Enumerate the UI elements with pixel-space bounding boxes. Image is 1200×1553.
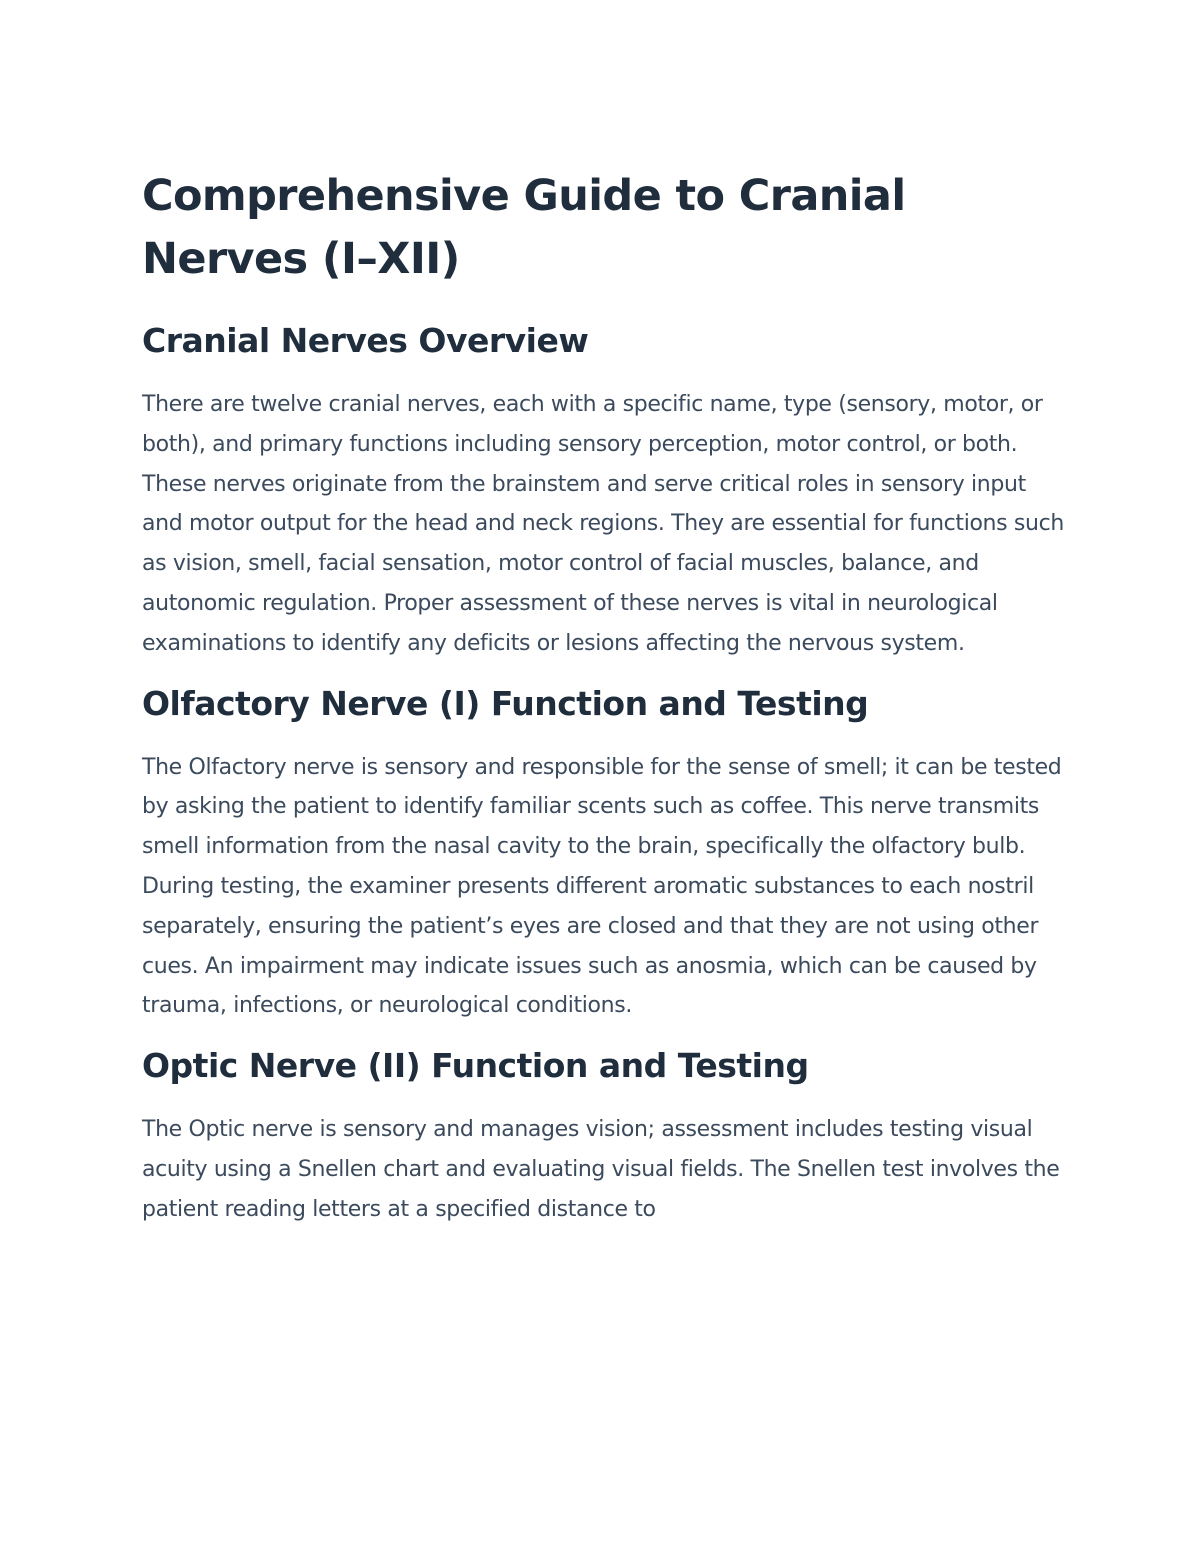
section-overview	[142, 319, 1067, 664]
document-title: Comprehensive Guide to Cranial Nerves (I–XII)	[142, 171, 906, 284]
section-paragraph: The Optic nerve is sensory and manages vision; assessment includes testing visual acuity using a Snellen chart and evaluating visual fields. The Snellen test involves the patient reading letters at a specified distance to	[142, 1117, 1060, 1222]
section-heading: Cranial Nerves Overview	[142, 321, 589, 360]
section-olfactory-nerve	[142, 682, 1067, 1027]
section-heading: Optic Nerve (II) Function and Testing	[142, 1046, 809, 1086]
section-heading: Olfactory Nerve (I) Function and Testing	[142, 683, 869, 723]
section-paragraph: The Olfactory nerve is sensory and responsible for the sense of smell; it can be tested by asking the patient to identify familiar scents such as coffee. This nerve transmits smell information from the nasal cavity to the brain, specifically the olfactory bulb. During testing, the examiner presents different aromatic substances to each nostril separately, ensuring the patient’s eyes are closed and that they are not using other cues. An impairment may indicate issues such as anosmia, which can be caused by trauma, infections, or neurological conditions.	[142, 754, 1062, 1019]
document-page	[142, 165, 1067, 1248]
section-optic-nerve	[142, 1044, 1067, 1229]
section-paragraph: There are twelve cranial nerves, each with a specific name, type (sensory, motor, or both), and primary functions including sensory perception, motor control, or both. These nerves originate from the brainstem and serve critical roles in sensory input and motor output for the head and neck regions. They are essential for functions such as vision, smell, facial sensation, motor control of facial muscles, balance, and autonomic regulation. Proper assessment of these nerves is vital in neurological examinations to identify any deficits or lesions affecting the nervous system.	[142, 392, 1064, 656]
